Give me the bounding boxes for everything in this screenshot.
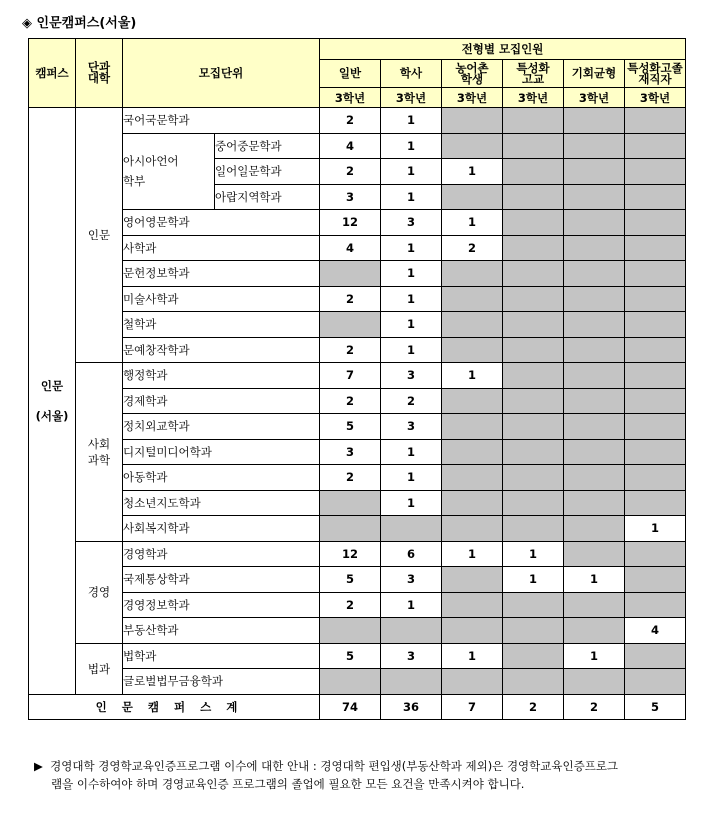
quota-cell — [503, 286, 564, 312]
quota-cell — [625, 133, 686, 159]
quota-cell — [442, 312, 503, 338]
college-business: 경영 — [76, 541, 123, 643]
header-grade: 3학년 — [320, 88, 381, 108]
quota-cell: 7 — [320, 363, 381, 389]
quota-cell: 1 — [442, 363, 503, 389]
quota-cell: 1 — [381, 133, 442, 159]
quota-cell — [442, 516, 503, 542]
quota-cell — [442, 490, 503, 516]
header-grade: 3학년 — [381, 88, 442, 108]
quota-cell — [625, 465, 686, 491]
quota-cell — [442, 261, 503, 287]
table-row — [29, 592, 686, 618]
department-name: 중어중문학과 — [215, 133, 320, 159]
quota-cell — [564, 235, 625, 261]
department-name: 행정학과 — [123, 363, 320, 389]
quota-cell — [381, 618, 442, 644]
quota-cell: 2 — [320, 286, 381, 312]
table-row — [29, 465, 686, 491]
quota-cell — [625, 235, 686, 261]
department-name: 경영학과 — [123, 541, 320, 567]
quota-cell: 2 — [320, 465, 381, 491]
quota-cell — [625, 363, 686, 389]
quota-cell: 2 — [442, 235, 503, 261]
quota-cell — [564, 159, 625, 185]
quota-cell: 1 — [442, 210, 503, 236]
department-name: 철학과 — [123, 312, 320, 338]
header-grade: 3학년 — [442, 88, 503, 108]
quota-cell: 1 — [625, 516, 686, 542]
header-type-5: 특성화고졸 재직자 — [625, 60, 686, 88]
table-row — [29, 235, 686, 261]
quota-cell — [564, 184, 625, 210]
quota-cell — [320, 516, 381, 542]
quota-cell: 1 — [381, 337, 442, 363]
header-type-3: 특성화 고교 — [503, 60, 564, 88]
quota-cell — [381, 669, 442, 695]
quota-cell — [503, 184, 564, 210]
quota-cell — [564, 414, 625, 440]
header-type-4: 기회균형 — [564, 60, 625, 88]
header-campus: 캠퍼스 — [29, 39, 76, 108]
table-row — [29, 567, 686, 593]
quota-cell — [564, 312, 625, 338]
quota-cell — [442, 184, 503, 210]
table-row — [29, 286, 686, 312]
quota-cell: 2 — [320, 388, 381, 414]
quota-cell: 1 — [381, 465, 442, 491]
quota-cell — [503, 465, 564, 491]
total-row — [29, 694, 686, 720]
note-marker: ▶ — [34, 759, 43, 773]
quota-cell — [442, 592, 503, 618]
quota-cell: 3 — [381, 210, 442, 236]
quota-cell — [503, 337, 564, 363]
quota-cell: 3 — [381, 567, 442, 593]
quota-cell: 6 — [381, 541, 442, 567]
header-grade: 3학년 — [564, 88, 625, 108]
quota-cell — [381, 516, 442, 542]
total-cell: 74 — [320, 694, 381, 720]
college-humanities: 인문 — [76, 108, 123, 363]
quota-cell — [503, 592, 564, 618]
college-social-science: 사회 과학 — [76, 363, 123, 542]
department-name: 국제통상학과 — [123, 567, 320, 593]
quota-cell: 1 — [381, 592, 442, 618]
quota-cell — [625, 439, 686, 465]
quota-cell — [625, 337, 686, 363]
quota-cell — [564, 516, 625, 542]
department-name: 경제학과 — [123, 388, 320, 414]
quota-cell — [564, 337, 625, 363]
quota-cell — [625, 312, 686, 338]
quota-cell: 2 — [320, 108, 381, 134]
header-grade: 3학년 — [503, 88, 564, 108]
quota-cell — [442, 439, 503, 465]
table-row — [29, 643, 686, 669]
department-name: 법학과 — [123, 643, 320, 669]
quota-cell — [503, 312, 564, 338]
quota-cell — [442, 465, 503, 491]
table-row — [29, 312, 686, 338]
department-name: 사회복지학과 — [123, 516, 320, 542]
department-name: 디지털미디어학과 — [123, 439, 320, 465]
quota-cell — [625, 210, 686, 236]
quota-cell — [503, 235, 564, 261]
quota-cell: 1 — [564, 567, 625, 593]
quota-cell: 5 — [320, 567, 381, 593]
department-name: 국어국문학과 — [123, 108, 320, 134]
department-name: 아랍지역학과 — [215, 184, 320, 210]
department-name: 정치외교학과 — [123, 414, 320, 440]
total-cell: 2 — [564, 694, 625, 720]
quota-cell: 4 — [320, 235, 381, 261]
department-name: 일어일문학과 — [215, 159, 320, 185]
quota-cell: 1 — [503, 541, 564, 567]
quota-cell — [625, 388, 686, 414]
department-name: 청소년지도학과 — [123, 490, 320, 516]
quota-cell — [442, 286, 503, 312]
quota-cell: 5 — [320, 414, 381, 440]
department-name: 부동산학과 — [123, 618, 320, 644]
quota-cell: 1 — [564, 643, 625, 669]
header-college: 단과 대학 — [76, 39, 123, 108]
quota-cell — [625, 490, 686, 516]
quota-cell — [320, 669, 381, 695]
header-unit: 모집단위 — [123, 39, 320, 108]
quota-cell: 1 — [381, 261, 442, 287]
table-row — [29, 490, 686, 516]
table-row — [29, 337, 686, 363]
quota-cell: 3 — [381, 363, 442, 389]
quota-cell — [625, 592, 686, 618]
header-type-0: 일반 — [320, 60, 381, 88]
quota-cell — [625, 159, 686, 185]
quota-cell: 1 — [381, 312, 442, 338]
table-row — [29, 618, 686, 644]
department-name: 미술사학과 — [123, 286, 320, 312]
header-type-group: 전형별 모집인원 — [320, 39, 686, 60]
table-row — [29, 541, 686, 567]
business-certification-note — [34, 757, 618, 793]
quota-cell — [625, 669, 686, 695]
quota-cell — [625, 286, 686, 312]
quota-cell — [564, 210, 625, 236]
total-cell: 36 — [381, 694, 442, 720]
quota-cell — [442, 414, 503, 440]
quota-cell: 1 — [503, 567, 564, 593]
quota-cell: 1 — [442, 541, 503, 567]
quota-cell — [625, 108, 686, 134]
quota-cell: 2 — [320, 592, 381, 618]
quota-cell — [564, 133, 625, 159]
quota-cell — [503, 133, 564, 159]
quota-cell — [503, 490, 564, 516]
table-row — [29, 133, 686, 159]
quota-cell: 1 — [381, 235, 442, 261]
campus-cell: 인문 (서울) — [29, 108, 76, 695]
department-name: 사학과 — [123, 235, 320, 261]
quota-cell: 1 — [381, 439, 442, 465]
quota-cell: 1 — [381, 159, 442, 185]
quota-cell — [503, 363, 564, 389]
table-row — [29, 516, 686, 542]
quota-cell — [503, 618, 564, 644]
quota-cell — [503, 516, 564, 542]
total-label: 인문캠퍼스계 — [29, 694, 320, 720]
quota-cell — [564, 108, 625, 134]
quota-cell: 2 — [381, 388, 442, 414]
quota-cell — [320, 618, 381, 644]
department-name: 문예창작학과 — [123, 337, 320, 363]
quota-cell: 1 — [381, 286, 442, 312]
quota-cell — [442, 108, 503, 134]
table-row — [29, 363, 686, 389]
quota-cell: 1 — [442, 159, 503, 185]
quota-cell — [564, 541, 625, 567]
table-row — [29, 388, 686, 414]
quota-cell — [625, 643, 686, 669]
quota-cell — [564, 618, 625, 644]
department-name: 아동학과 — [123, 465, 320, 491]
table-row — [29, 108, 686, 134]
total-cell: 2 — [503, 694, 564, 720]
quota-cell: 5 — [320, 643, 381, 669]
quota-cell: 3 — [381, 643, 442, 669]
quota-cell — [564, 286, 625, 312]
quota-cell — [503, 414, 564, 440]
quota-cell: 2 — [320, 337, 381, 363]
table-row — [29, 414, 686, 440]
quota-cell — [320, 312, 381, 338]
section-title: ◈ 인문캠퍼스(서울) — [22, 16, 137, 31]
quota-cell — [625, 541, 686, 567]
quota-cell — [564, 261, 625, 287]
total-cell: 5 — [625, 694, 686, 720]
quota-cell — [564, 465, 625, 491]
department-name: 문헌정보학과 — [123, 261, 320, 287]
department-name: 경영정보학과 — [123, 592, 320, 618]
note-line-2: 램을 이수하여야 하며 경영교육인증 프로그램의 졸업에 필요한 모든 요건을 만족시켜야 합니다. — [51, 777, 525, 791]
quota-cell — [564, 669, 625, 695]
quota-cell: 4 — [625, 618, 686, 644]
quota-cell: 1 — [381, 108, 442, 134]
table-row — [29, 669, 686, 695]
quota-cell: 12 — [320, 210, 381, 236]
quota-cell — [442, 618, 503, 644]
quota-cell — [503, 388, 564, 414]
college-law: 법과 — [76, 643, 123, 694]
quota-cell — [503, 210, 564, 236]
total-cell: 7 — [442, 694, 503, 720]
table-row — [29, 210, 686, 236]
quota-cell — [503, 669, 564, 695]
quota-cell — [442, 337, 503, 363]
quota-cell — [564, 363, 625, 389]
quota-cell — [625, 184, 686, 210]
table-row — [29, 439, 686, 465]
quota-cell — [503, 108, 564, 134]
quota-cell — [625, 567, 686, 593]
quota-cell — [564, 490, 625, 516]
quota-cell: 3 — [381, 414, 442, 440]
quota-cell — [320, 261, 381, 287]
quota-cell: 12 — [320, 541, 381, 567]
quota-cell: 2 — [320, 159, 381, 185]
quota-cell — [503, 643, 564, 669]
quota-cell — [564, 439, 625, 465]
quota-cell — [503, 439, 564, 465]
quota-cell — [442, 669, 503, 695]
department-name: 글로벌법무금융학과 — [123, 669, 320, 695]
note-line-1: 경영대학 경영학교육인증프로그램 이수에 대한 안내 : 경영대학 편입생(부동산학과 제외)은 경영학교육인증프로그 — [50, 759, 619, 773]
quota-cell — [503, 261, 564, 287]
department-name: 영어영문학과 — [123, 210, 320, 236]
quota-cell — [625, 261, 686, 287]
quota-cell — [564, 592, 625, 618]
quota-cell — [625, 414, 686, 440]
quota-cell — [320, 490, 381, 516]
header-type-1: 학사 — [381, 60, 442, 88]
asia-language-division: 아시아언어 학부 — [123, 133, 215, 210]
quota-cell — [503, 159, 564, 185]
quota-cell — [442, 388, 503, 414]
quota-cell: 3 — [320, 184, 381, 210]
quota-cell: 3 — [320, 439, 381, 465]
header-grade: 3학년 — [625, 88, 686, 108]
quota-cell: 1 — [442, 643, 503, 669]
recruitment-table — [28, 38, 686, 720]
quota-cell: 4 — [320, 133, 381, 159]
header-type-2: 농어촌 학생 — [442, 60, 503, 88]
quota-cell — [442, 133, 503, 159]
quota-cell: 1 — [381, 184, 442, 210]
quota-cell: 1 — [381, 490, 442, 516]
quota-cell — [564, 388, 625, 414]
quota-cell — [442, 567, 503, 593]
table-row — [29, 261, 686, 287]
